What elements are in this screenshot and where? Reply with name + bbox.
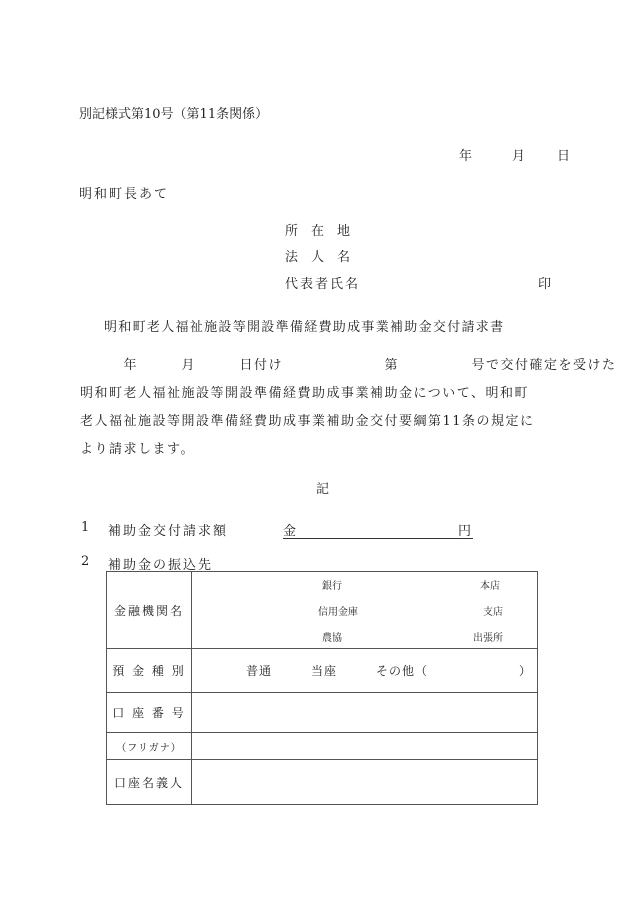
amount-prefix: 金 [283, 524, 297, 539]
amount-suffix: 円 [457, 524, 471, 539]
corporation-name-label: 法 人 名 [285, 250, 351, 265]
institution-row [107, 572, 538, 649]
inst-type-bank: 銀行 [322, 581, 342, 592]
account-number-field[interactable] [192, 693, 538, 733]
representative-name-label: 代表者氏名 [285, 277, 361, 292]
item-2-number: 2 [81, 554, 90, 569]
account-holder-label: 口座名義人 [107, 760, 192, 805]
bank-transfer-table [106, 571, 538, 805]
branch-type-main: 本店 [480, 581, 500, 592]
addressee: 明和町長あて [79, 187, 170, 202]
statement-line-1: 年 月 日付け 第 号で交付確定を受けた [80, 358, 617, 373]
institution-label: 金融機関名 [107, 572, 192, 649]
account-holder-field[interactable] [192, 760, 538, 805]
furigana-field[interactable] [192, 733, 538, 760]
inst-type-shinkin: 信用金庫 [318, 607, 358, 618]
address-label: 所 在 地 [285, 224, 351, 239]
account-number-label: 口 座 番 号 [107, 693, 192, 733]
furigana-row [107, 733, 538, 760]
inst-type-nokyo: 農協 [322, 633, 342, 644]
institution-options [192, 572, 537, 648]
deposit-type-row [107, 649, 538, 693]
deposit-type-options[interactable]: 普通 当座 その他（ ） [192, 649, 538, 693]
account-holder-row [107, 760, 538, 805]
statement-line-3: 老人福祉施設等開設準備経費助成事業補助金交付要綱第11条の規定に [80, 414, 535, 429]
branch-type-branch: 支店 [483, 607, 503, 618]
item-2-label: 補助金の振込先 [108, 558, 214, 573]
branch-type-office: 出張所 [473, 633, 503, 644]
date-month: 月 [512, 149, 526, 164]
form-number-label: 別記様式第10号（第11条関係） [79, 107, 269, 122]
item-1-label: 補助金交付請求額 [108, 524, 229, 539]
account-number-row [107, 693, 538, 733]
ki-heading: 記 [316, 482, 330, 497]
institution-cell[interactable] [192, 572, 538, 649]
date-year: 年 [459, 149, 473, 164]
request-statement [80, 352, 617, 464]
date-day: 日 [557, 149, 571, 164]
item-1-number: 1 [81, 520, 90, 535]
statement-line-4: より請求します。 [80, 442, 195, 457]
document-title: 明和町老人福祉施設等開設準備経費助成事業補助金交付請求書 [104, 320, 505, 335]
furigana-label: （フリガナ） [107, 733, 192, 760]
seal-mark: 印 [538, 277, 552, 292]
statement-line-2: 明和町老人福祉施設等開設準備経費助成事業補助金について、明和町 [80, 386, 529, 401]
deposit-type-label: 預 金 種 別 [107, 649, 192, 693]
amount-field[interactable] [283, 520, 473, 539]
